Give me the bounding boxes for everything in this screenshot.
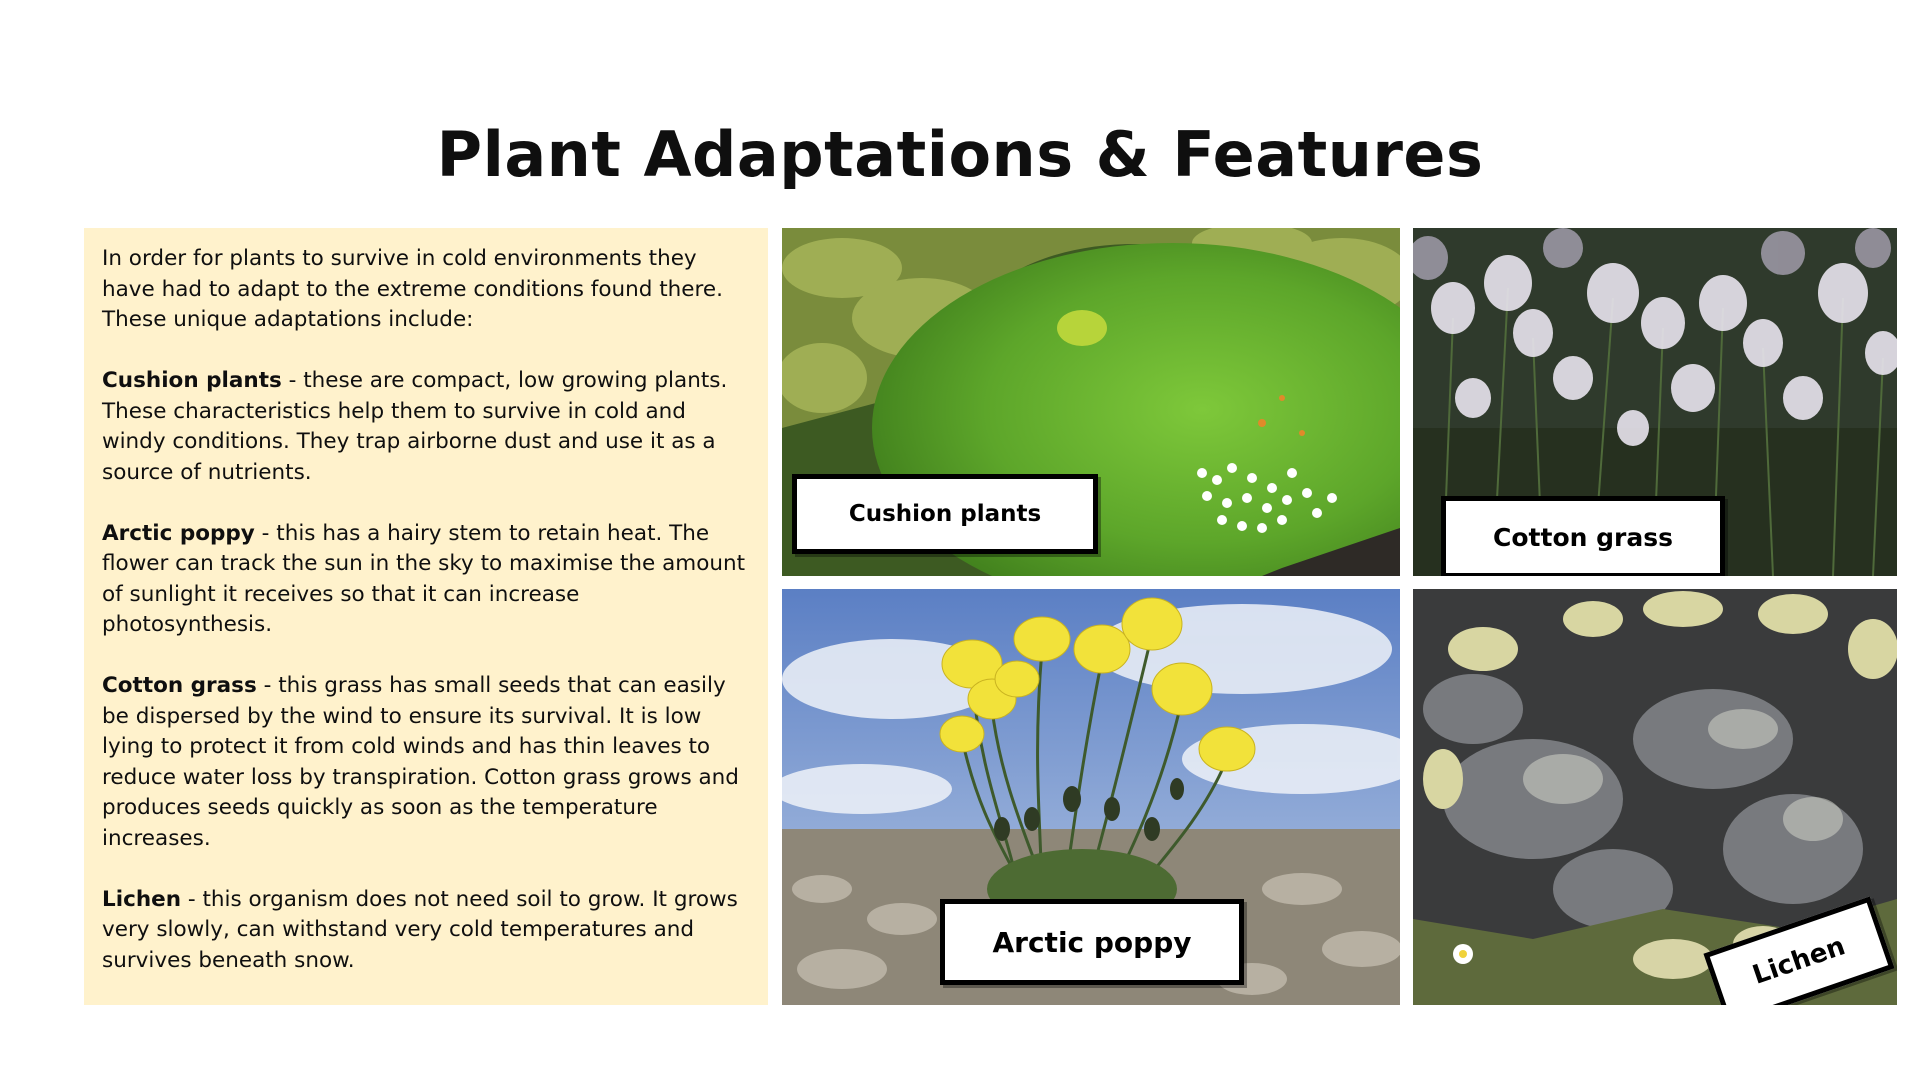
arctic-poppy-label: Arctic poppy <box>940 899 1244 985</box>
lichen-photo <box>1413 589 1897 1005</box>
cotton-grass-photo <box>1413 228 1897 576</box>
lichen-label: Lichen <box>1703 896 1894 1005</box>
arctic-poppy-photo <box>782 589 1400 1005</box>
section-term: Arctic poppy <box>102 520 255 546</box>
cushion-plants-label: Cushion plants <box>792 474 1098 554</box>
section-cotton-grass: Cotton grass - this grass has small seeds that can easily be dispersed by the wind to ensure its survival. It is low lying to protect it from cold winds and has thin leaves to reduce water loss by transpiration. Cotton grass grows and produces seeds quickly as soon as the temperature increases. <box>102 673 739 851</box>
cushion-plants-photo <box>782 228 1400 576</box>
section-cushion-plants: Cushion plants - these are compact, low growing plants. These characteristics help them to survive in cold and windy conditions. They trap airborne dust and use it as a source of nutrients. <box>102 368 728 485</box>
section-text: this has a hairy stem to retain heat. The flower can track the sun in the sky to maximise the amount of sunlight it receives so that it can increase photosynthesis. <box>102 520 746 637</box>
cotton-grass-label: Cotton grass <box>1441 496 1725 576</box>
intro-paragraph: In order for plants to survive in cold environments they have had to adapt to the extreme conditions found there. These unique adaptations include: <box>102 246 723 332</box>
section-term: Lichen <box>102 886 182 912</box>
section-text: this grass has small seeds that can easily be dispersed by the wind to ensure its survival. It is low lying to protect it from cold winds and has thin leaves to reduce water loss by transpiration. Cotton grass grows and produces seeds quickly as soon as the temperature increases. <box>102 673 739 851</box>
section-term: Cushion plants <box>102 368 282 393</box>
section-arctic-poppy: Arctic poppy - this has a hairy stem to retain heat. The flower can track the sun in the sky to maximise the amount of sunlight it receives so that it can increase photosynthesis. <box>102 520 746 637</box>
section-term: Cotton grass <box>102 673 257 698</box>
text-panel <box>84 228 768 1005</box>
section-lichen: Lichen - this organism does not need soil to grow. It grows very slowly, can withstand very cold temperatures and survives beneath snow. <box>102 886 738 973</box>
section-text: this organism does not need soil to grow. It grows very slowly, can withstand very cold temperatures and survives beneath snow. <box>102 886 738 973</box>
page-title: Plant Adaptations & Features <box>436 118 1484 191</box>
section-text: these are compact, low growing plants. These characteristics help them to survive in cold and windy conditions. They trap airborne dust and use it as a source of nutrients. <box>102 368 728 485</box>
